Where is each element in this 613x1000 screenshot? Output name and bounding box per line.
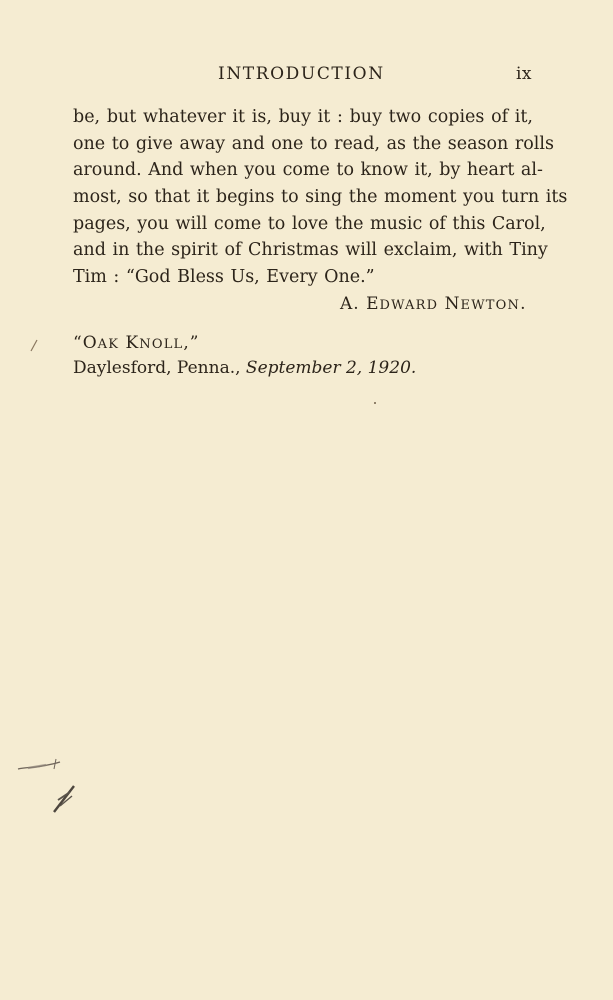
dateline <box>73 331 416 381</box>
signature-first-name: DWARD <box>379 298 439 313</box>
text-line: be, but whatever it is, buy it : buy two copies of it, <box>73 107 533 127</box>
text-line: pages, you will come to love the music of this Carol, <box>73 213 546 234</box>
text-line: and in the spirit of Christmas will exclaim, with Tiny <box>73 240 548 261</box>
page-number: ix <box>516 64 533 84</box>
place-first-word: AK <box>97 337 120 352</box>
signature-period: . <box>520 294 527 314</box>
signature-last-name: EWTON <box>460 298 521 313</box>
running-head <box>0 64 613 88</box>
date: September 2, 1920. <box>245 358 417 378</box>
place-close: ,” <box>183 333 200 353</box>
text-line: around. And when you come to know it, by heart al- <box>73 160 543 181</box>
town: Daylesford, Penna., <box>73 358 246 378</box>
body-paragraph <box>73 104 568 291</box>
place-name <box>73 331 416 356</box>
ink-speck-mark <box>28 338 40 354</box>
pencil-scribble-mark <box>16 755 64 777</box>
text-line: one to give away and one to read, as the season rolls <box>73 133 554 154</box>
running-title: INTRODUCTION <box>218 64 385 84</box>
signature-last-initial: N <box>438 294 461 314</box>
town-and-date <box>73 356 416 381</box>
place-second-initial: K <box>119 333 140 353</box>
text-line: most, so that it begins to sing the moment you turn its <box>73 187 568 208</box>
signature-initial: A. E <box>340 294 380 314</box>
author-signature <box>340 294 527 314</box>
text-line: Tim : “God Bless Us, Every One.” <box>73 267 375 288</box>
ink-dot-mark <box>372 400 378 406</box>
pencil-tick-mark <box>50 782 80 816</box>
place-second-word: NOLL <box>139 337 184 352</box>
place-open: “O <box>73 333 98 353</box>
